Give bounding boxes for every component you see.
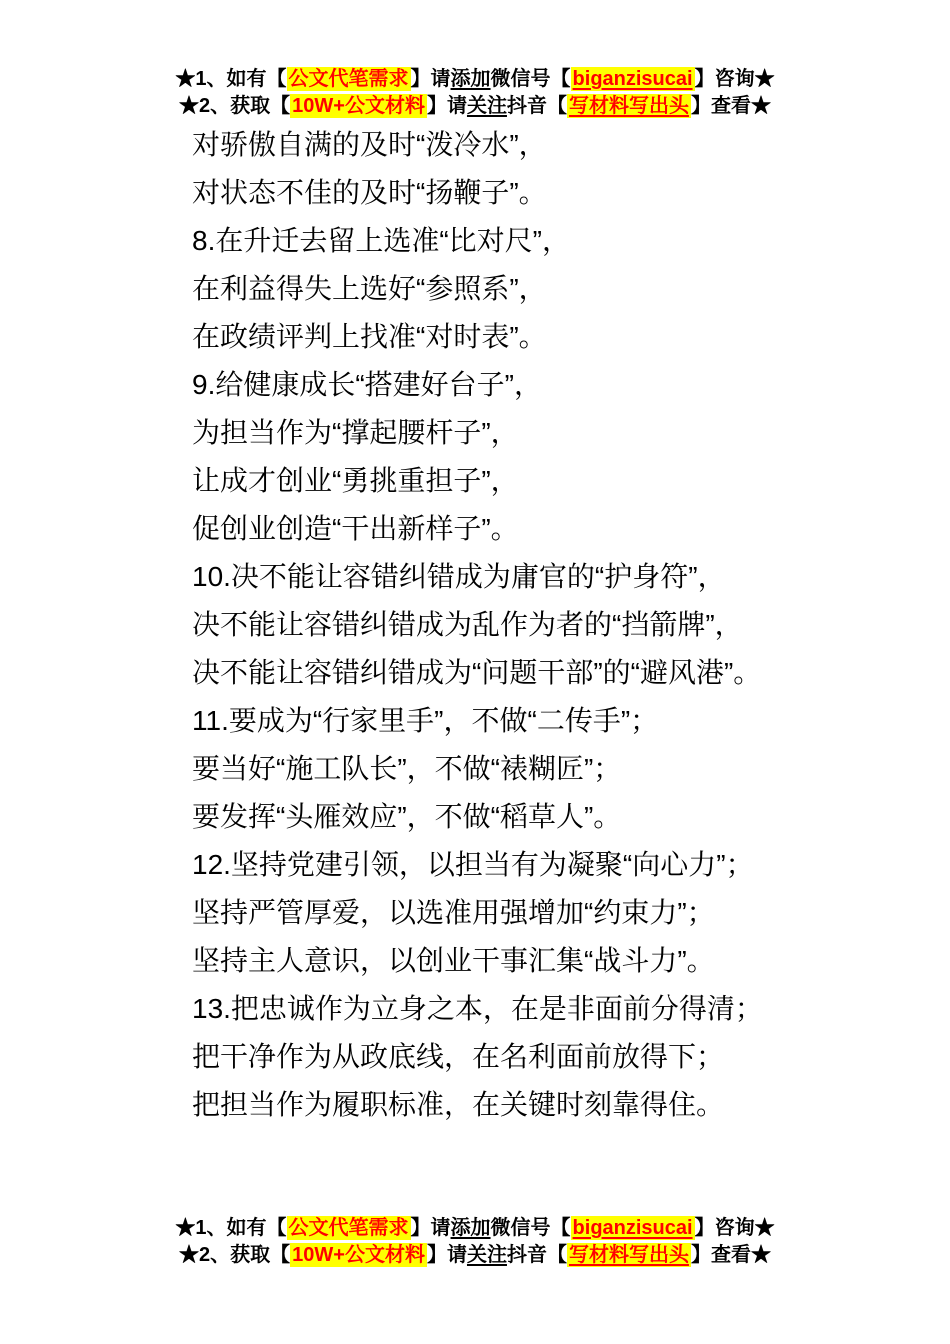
promo-mid: 】请 <box>426 1244 467 1266</box>
paragraph: 坚持主人意识，以创业干事汇集“战斗力”。 <box>192 945 715 976</box>
promo-douyin-id: 写材料写出头 <box>568 1244 689 1266</box>
promo-mid: 】请 <box>410 68 451 90</box>
promo-mid: 】请 <box>426 95 467 117</box>
promo-suffix: 】查看★ <box>690 1244 771 1266</box>
promo-prefix: ★1、如有【 <box>175 68 287 90</box>
paragraph: 对骄傲自满的及时“泼冷水”， <box>192 129 547 160</box>
promo-header <box>0 66 950 120</box>
paragraph: 要发挥“头雁效应”，不做“稻草人”。 <box>192 801 622 832</box>
paragraph: 在政绩评判上找准“对时表”。 <box>192 321 547 352</box>
promo-prefix: ★2、获取【 <box>179 95 291 117</box>
promo-mid: 抖音【 <box>506 95 567 117</box>
paragraph: 11.要成为“行家里手”，不做“二传手”； <box>192 705 659 736</box>
promo-douyin-id: 写材料写出头 <box>568 95 689 117</box>
paragraph: 坚持严管厚爱，以选准用强增加“约束力”； <box>192 897 715 928</box>
paragraph: 在利益得失上选好“参照系”， <box>192 273 547 304</box>
paragraph: 12.坚持党建引领，以担当有为凝聚“向心力”； <box>192 849 754 880</box>
promo-prefix: ★2、获取【 <box>179 1244 291 1266</box>
promo-mid: 微信号【 <box>490 68 571 90</box>
promo-suffix: 】咨询★ <box>694 1217 775 1239</box>
paragraph: 要当好“施工队长”，不做“裱糊匠”； <box>192 753 622 784</box>
promo-underlined-word: 关注 <box>466 95 507 117</box>
promo-underlined-word: 添加 <box>450 68 491 90</box>
promo-header-line-1 <box>0 66 950 93</box>
promo-term-highlight: 公文代笔需求 <box>288 68 409 90</box>
paragraph: 对状态不佳的及时“扬鞭子”。 <box>192 177 547 208</box>
promo-footer-line-1 <box>0 1215 950 1242</box>
paragraph: 把干净作为从政底线，在名利面前放得下； <box>192 1041 725 1072</box>
promo-mid: 】请 <box>410 1217 451 1239</box>
promo-term-highlight: 10W+公文材料 <box>292 1244 425 1266</box>
paragraph: 10.决不能让容错纠错成为庸官的“护身符”， <box>192 561 726 592</box>
paragraph: 13.把忠诚作为立身之本，在是非面前分得清； <box>192 993 763 1024</box>
promo-wechat-id: biganzisucai <box>572 1217 693 1239</box>
paragraph: 决不能让容错纠错成为“问题干部”的“避风港”。 <box>192 657 762 688</box>
promo-mid: 微信号【 <box>490 1217 571 1239</box>
paragraph: 9.给健康成长“搭建好台子”， <box>192 369 543 400</box>
document-body <box>192 121 763 1129</box>
promo-wechat-id: biganzisucai <box>572 68 693 90</box>
promo-mid: 抖音【 <box>506 1244 567 1266</box>
paragraph: 8.在升迁去留上选准“比对尺”， <box>192 225 571 256</box>
promo-prefix: ★1、如有【 <box>175 1217 287 1239</box>
promo-underlined-word: 添加 <box>450 1217 491 1239</box>
promo-suffix: 】咨询★ <box>694 68 775 90</box>
promo-term-highlight: 10W+公文材料 <box>292 95 425 117</box>
promo-header-line-2 <box>0 93 950 120</box>
paragraph: 促创业创造“干出新样子”。 <box>192 513 519 544</box>
paragraph: 把担当作为履职标准，在关键时刻靠得住。 <box>192 1089 725 1120</box>
paragraph: 决不能让容错纠错成为乱作为者的“挡箭牌”， <box>192 609 743 640</box>
promo-suffix: 】查看★ <box>690 95 771 117</box>
promo-footer <box>0 1215 950 1269</box>
promo-footer-line-2 <box>0 1242 950 1269</box>
promo-underlined-word: 关注 <box>466 1244 507 1266</box>
promo-term-highlight: 公文代笔需求 <box>288 1217 409 1239</box>
paragraph: 为担当作为“撑起腰杆子”， <box>192 417 519 448</box>
paragraph: 让成才创业“勇挑重担子”， <box>192 465 519 496</box>
